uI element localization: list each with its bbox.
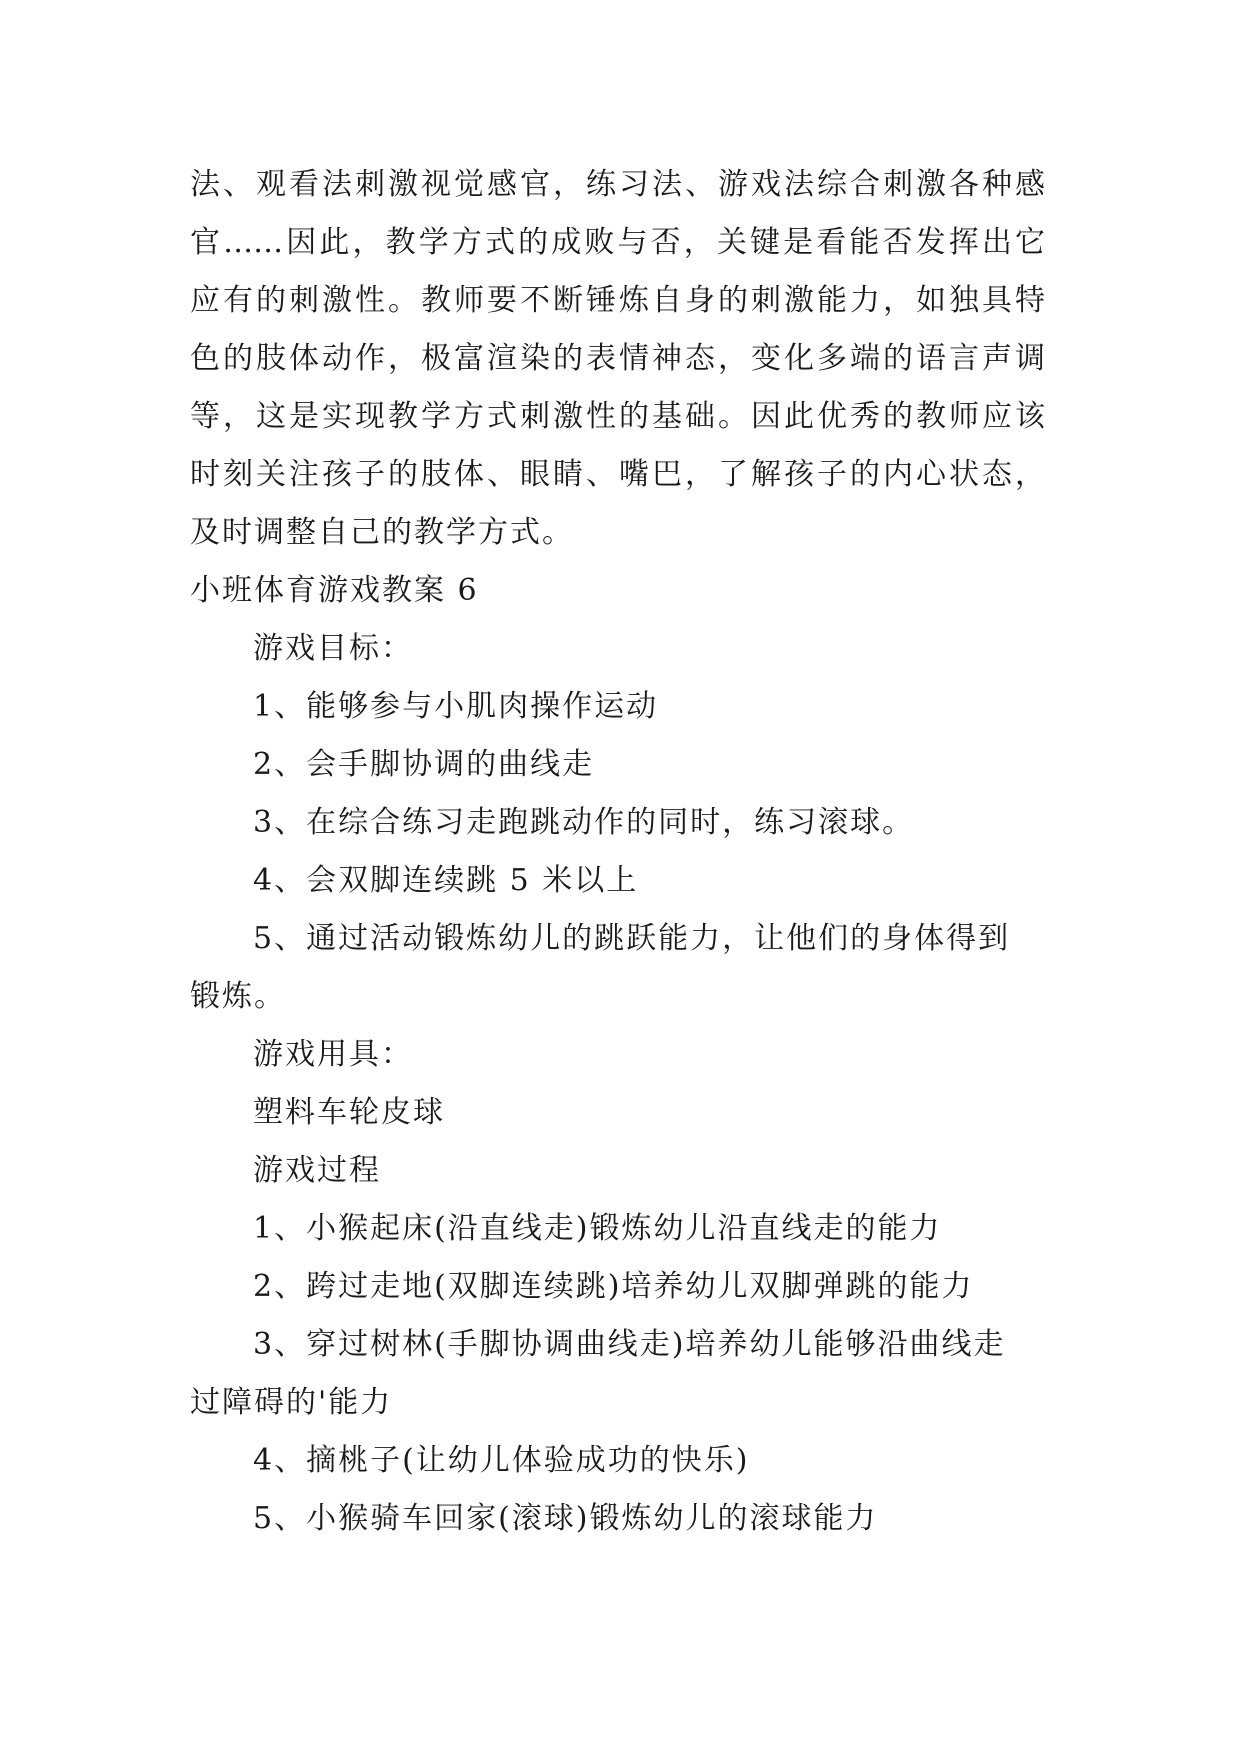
goal-item-continuation: 锻炼。 [190,979,286,1014]
process-item-continuation: 过障碍的'能力 [190,1385,393,1420]
paragraph-line: 色的肢体动作，极富渲染的表情神态，变化多端的语言声调 [190,341,1045,376]
process-item: 4、摘桃子(让幼儿体验成功的快乐) [253,1443,750,1478]
paragraph-line: 应有的刺激性。教师要不断锤炼自身的刺激能力，如独具特 [190,283,1045,318]
goals-heading: 游戏目标： [253,631,413,666]
section-title: 小班体育游戏教案 6 [190,573,479,608]
process-heading: 游戏过程 [253,1153,381,1188]
paragraph-line: 官……因此，教学方式的成败与否，关键是看能否发挥出它 [190,225,1045,260]
goal-item: 3、在综合练习走跑跳动作的同时，练习滚球。 [253,805,915,840]
goal-item: 4、会双脚连续跳 5 米以上 [253,863,639,898]
process-item: 2、跨过走地(双脚连续跳)培养幼儿双脚弹跳的能力 [253,1269,974,1304]
goal-item: 1、能够参与小肌肉操作运动 [253,689,659,724]
goal-item: 5、通过活动锻炼幼儿的跳跃能力，让他们的身体得到 [253,921,1011,956]
paragraph-line: 时刻关注孩子的肢体、眼睛、嘴巴，了解孩子的内心状态， [190,457,1045,492]
paragraph-line: 及时调整自己的教学方式。 [190,515,574,550]
process-item: 5、小猴骑车回家(滚球)锻炼幼儿的滚球能力 [253,1501,878,1536]
goal-item: 2、会手脚协调的曲线走 [253,747,595,782]
equipment-text: 塑料车轮皮球 [253,1095,445,1130]
process-item: 1、小猴起床(沿直线走)锻炼幼儿沿直线走的能力 [253,1211,942,1246]
paragraph-line: 法、观看法刺激视觉感官，练习法、游戏法综合刺激各种感 [190,167,1045,202]
equipment-heading: 游戏用具： [253,1037,413,1072]
paragraph-line: 等，这是实现教学方式刺激性的基础。因此优秀的教师应该 [190,399,1045,434]
process-item: 3、穿过树林(手脚协调曲线走)培养幼儿能够沿曲线走 [253,1327,1006,1362]
